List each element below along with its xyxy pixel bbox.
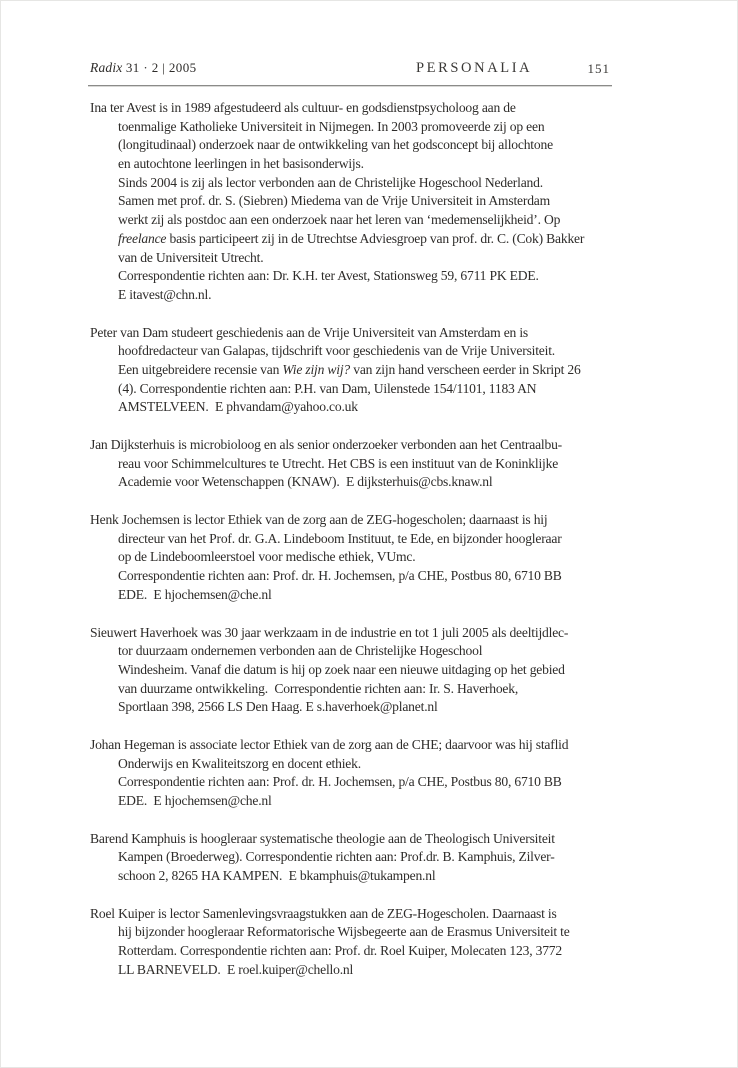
- running-head-journal-ref: [90, 60, 197, 76]
- entry-line: (longitudinaal) onderzoek naar de ontwikkeling van het godsconcept bij allochtone: [118, 137, 553, 153]
- entry-line: directeur van het Prof. dr. G.A. Lindeboom Instituut, te Ede, en bijzonder hoogleraar: [118, 530, 562, 546]
- entry-line: op de Lindeboomleerstoel voor medische ethiek, VUmc.: [118, 549, 416, 565]
- entry-line: Jan Dijksterhuis is microbioloog en als senior onderzoeker verbonden aan het Centraalbu-: [90, 437, 563, 452]
- entry-line: EDE. E hjochemsen@che.nl: [118, 586, 272, 602]
- entry-line: toenmalige Katholieke Universiteit in Nijmegen. In 2003 promoveerde zij op een: [118, 118, 545, 134]
- entry-line: Samen met prof. dr. S. (Siebren) Miedema van de Vrije Universiteit in Amsterdam: [118, 193, 551, 209]
- entry-line: Academie voor Wetenschappen (KNAW). E dijksterhuis@cbs.knaw.nl: [118, 474, 493, 490]
- journal-issue-info: 31 · 2 | 2005: [125, 60, 197, 75]
- entry-line: EDE. E hjochemsen@che.nl: [118, 793, 272, 808]
- entry-line: Onderwijs en Kwaliteitszorg en docent ethiek.: [118, 755, 361, 771]
- journal-title: Radix: [90, 60, 123, 75]
- entry-line: tor duurzaam ondernemen verbonden aan de Christelijke Hogeschool: [118, 643, 483, 659]
- entry-line: Sieuwert Haverhoek was 30 jaar werkzaam in de industrie en tot 1 juli 2005 als deeltijdlec-: [90, 624, 569, 640]
- entry-line: Correspondentie richten aan: Dr. K.H. ter Avest, Stationsweg 59, 6711 PK EDE.: [118, 268, 539, 284]
- entry-line: Ina ter Avest is in 1989 afgestudeerd als cultuur- en godsdienstpsycholoog aan de: [90, 100, 516, 115]
- entry-line: LL BARNEVELD. E roel.kuiper@chello.nl: [118, 961, 354, 977]
- entry-line: E itavest@chn.nl.: [118, 286, 212, 302]
- entry-line: Windesheim. Vanaf die datum is hij op zoek naar een nieuwe uitdaging op het gebied: [118, 661, 565, 677]
- entry-line: werkt zij als postdoc aan een onderzoek naar het leren van ‘medemenselijkheid’. Op: [118, 212, 561, 228]
- entry-line: Barend Kamphuis is hoogleraar systematische theologie aan de Theologisch Universiteit: [90, 830, 555, 846]
- entry-line: Sinds 2004 is zij als lector verbonden aan de Christelijke Hogeschool Nederland.: [118, 174, 543, 190]
- entry-line: Correspondentie richten aan: Prof. dr. H. Jochemsen, p/a CHE, Postbus 80, 6710 BB: [118, 774, 562, 790]
- personalia-entry-jan-dijksterhuis: [90, 436, 690, 492]
- personalia-entry-roel-kuiper: [90, 905, 690, 980]
- entry-line: Henk Jochemsen is lector Ethiek van de zorg aan de ZEG-hogescholen; daarnaast is hij: [90, 512, 548, 528]
- entry-line: Sportlaan 398, 2566 LS Den Haag. E s.haverhoek@planet.nl: [118, 699, 438, 715]
- personalia-entry-sieuwert-haverhoek: [90, 624, 690, 717]
- page-number: 151: [587, 61, 610, 76]
- entry-line: Rotterdam. Correspondentie richten aan: Prof. dr. Roel Kuiper, Molecaten 123, 3772: [118, 943, 562, 959]
- entry-line: Kampen (Broederweg). Correspondentie richten aan: Prof.dr. B. Kamphuis, Zilver-: [118, 849, 555, 865]
- personalia-entries: [90, 99, 690, 980]
- personalia-entry-ina-ter-avest: [90, 99, 690, 305]
- entry-line: hij bijzonder hoogleraar Reformatorische Wijsbegeerte aan de Erasmus Universiteit te: [118, 924, 570, 940]
- entry-line: AMSTELVEEN. E phvandam@yahoo.co.uk: [118, 399, 358, 415]
- entry-line: van duurzame ontwikkeling. Correspondentie richten aan: Ir. S. Haverhoek,: [118, 680, 519, 696]
- entry-line: hoofdredacteur van Galapas, tijdschrift voor geschiedenis van de Vrije Universiteit.: [118, 343, 555, 359]
- entry-line: van de Universiteit Utrecht.: [118, 249, 264, 265]
- entry-line: (4). Correspondentie richten aan: P.H. van Dam, Uilenstede 154/1101, 1183 AN: [118, 380, 537, 396]
- entry-line: Een uitgebreidere recensie van Wie zijn wij? van zijn hand verscheen eerder in Skript 26: [118, 361, 581, 377]
- personalia-entry-peter-van-dam: [90, 324, 690, 417]
- header-rule: [88, 85, 612, 87]
- entry-line: schoon 2, 8265 HA KAMPEN. E bkamphuis@tukampen.nl: [118, 868, 436, 884]
- entry-line: en autochtone leerlingen in het basisonderwijs.: [118, 156, 364, 172]
- entry-line: Correspondentie richten aan: Prof. dr. H. Jochemsen, p/a CHE, Postbus 80, 6710 BB: [118, 568, 562, 584]
- entry-line: Peter van Dam studeert geschiedenis aan de Vrije Universiteit van Amsterdam en is: [90, 324, 528, 340]
- entry-line: freelance basis participeert zij in de Utrechtse Adviesgroep van prof. dr. C. (Cok) Bakker: [118, 230, 585, 246]
- personalia-entry-johan-hegeman: [90, 736, 690, 811]
- entry-line: Johan Hegeman is associate lector Ethiek van de zorg aan de CHE; daarvoor was hij staflid: [90, 736, 569, 752]
- section-title: PERSONALIA: [416, 60, 533, 76]
- entry-line: Roel Kuiper is lector Samenlevingsvraagstukken aan de ZEG-Hogescholen. Daarnaast is: [90, 905, 557, 921]
- personalia-entry-barend-kamphuis: [90, 830, 690, 886]
- personalia-entry-henk-jochemsen: [90, 511, 690, 604]
- entry-line: reau voor Schimmelcultures te Utrecht. Het CBS is een instituut van de Koninklijke: [118, 455, 559, 471]
